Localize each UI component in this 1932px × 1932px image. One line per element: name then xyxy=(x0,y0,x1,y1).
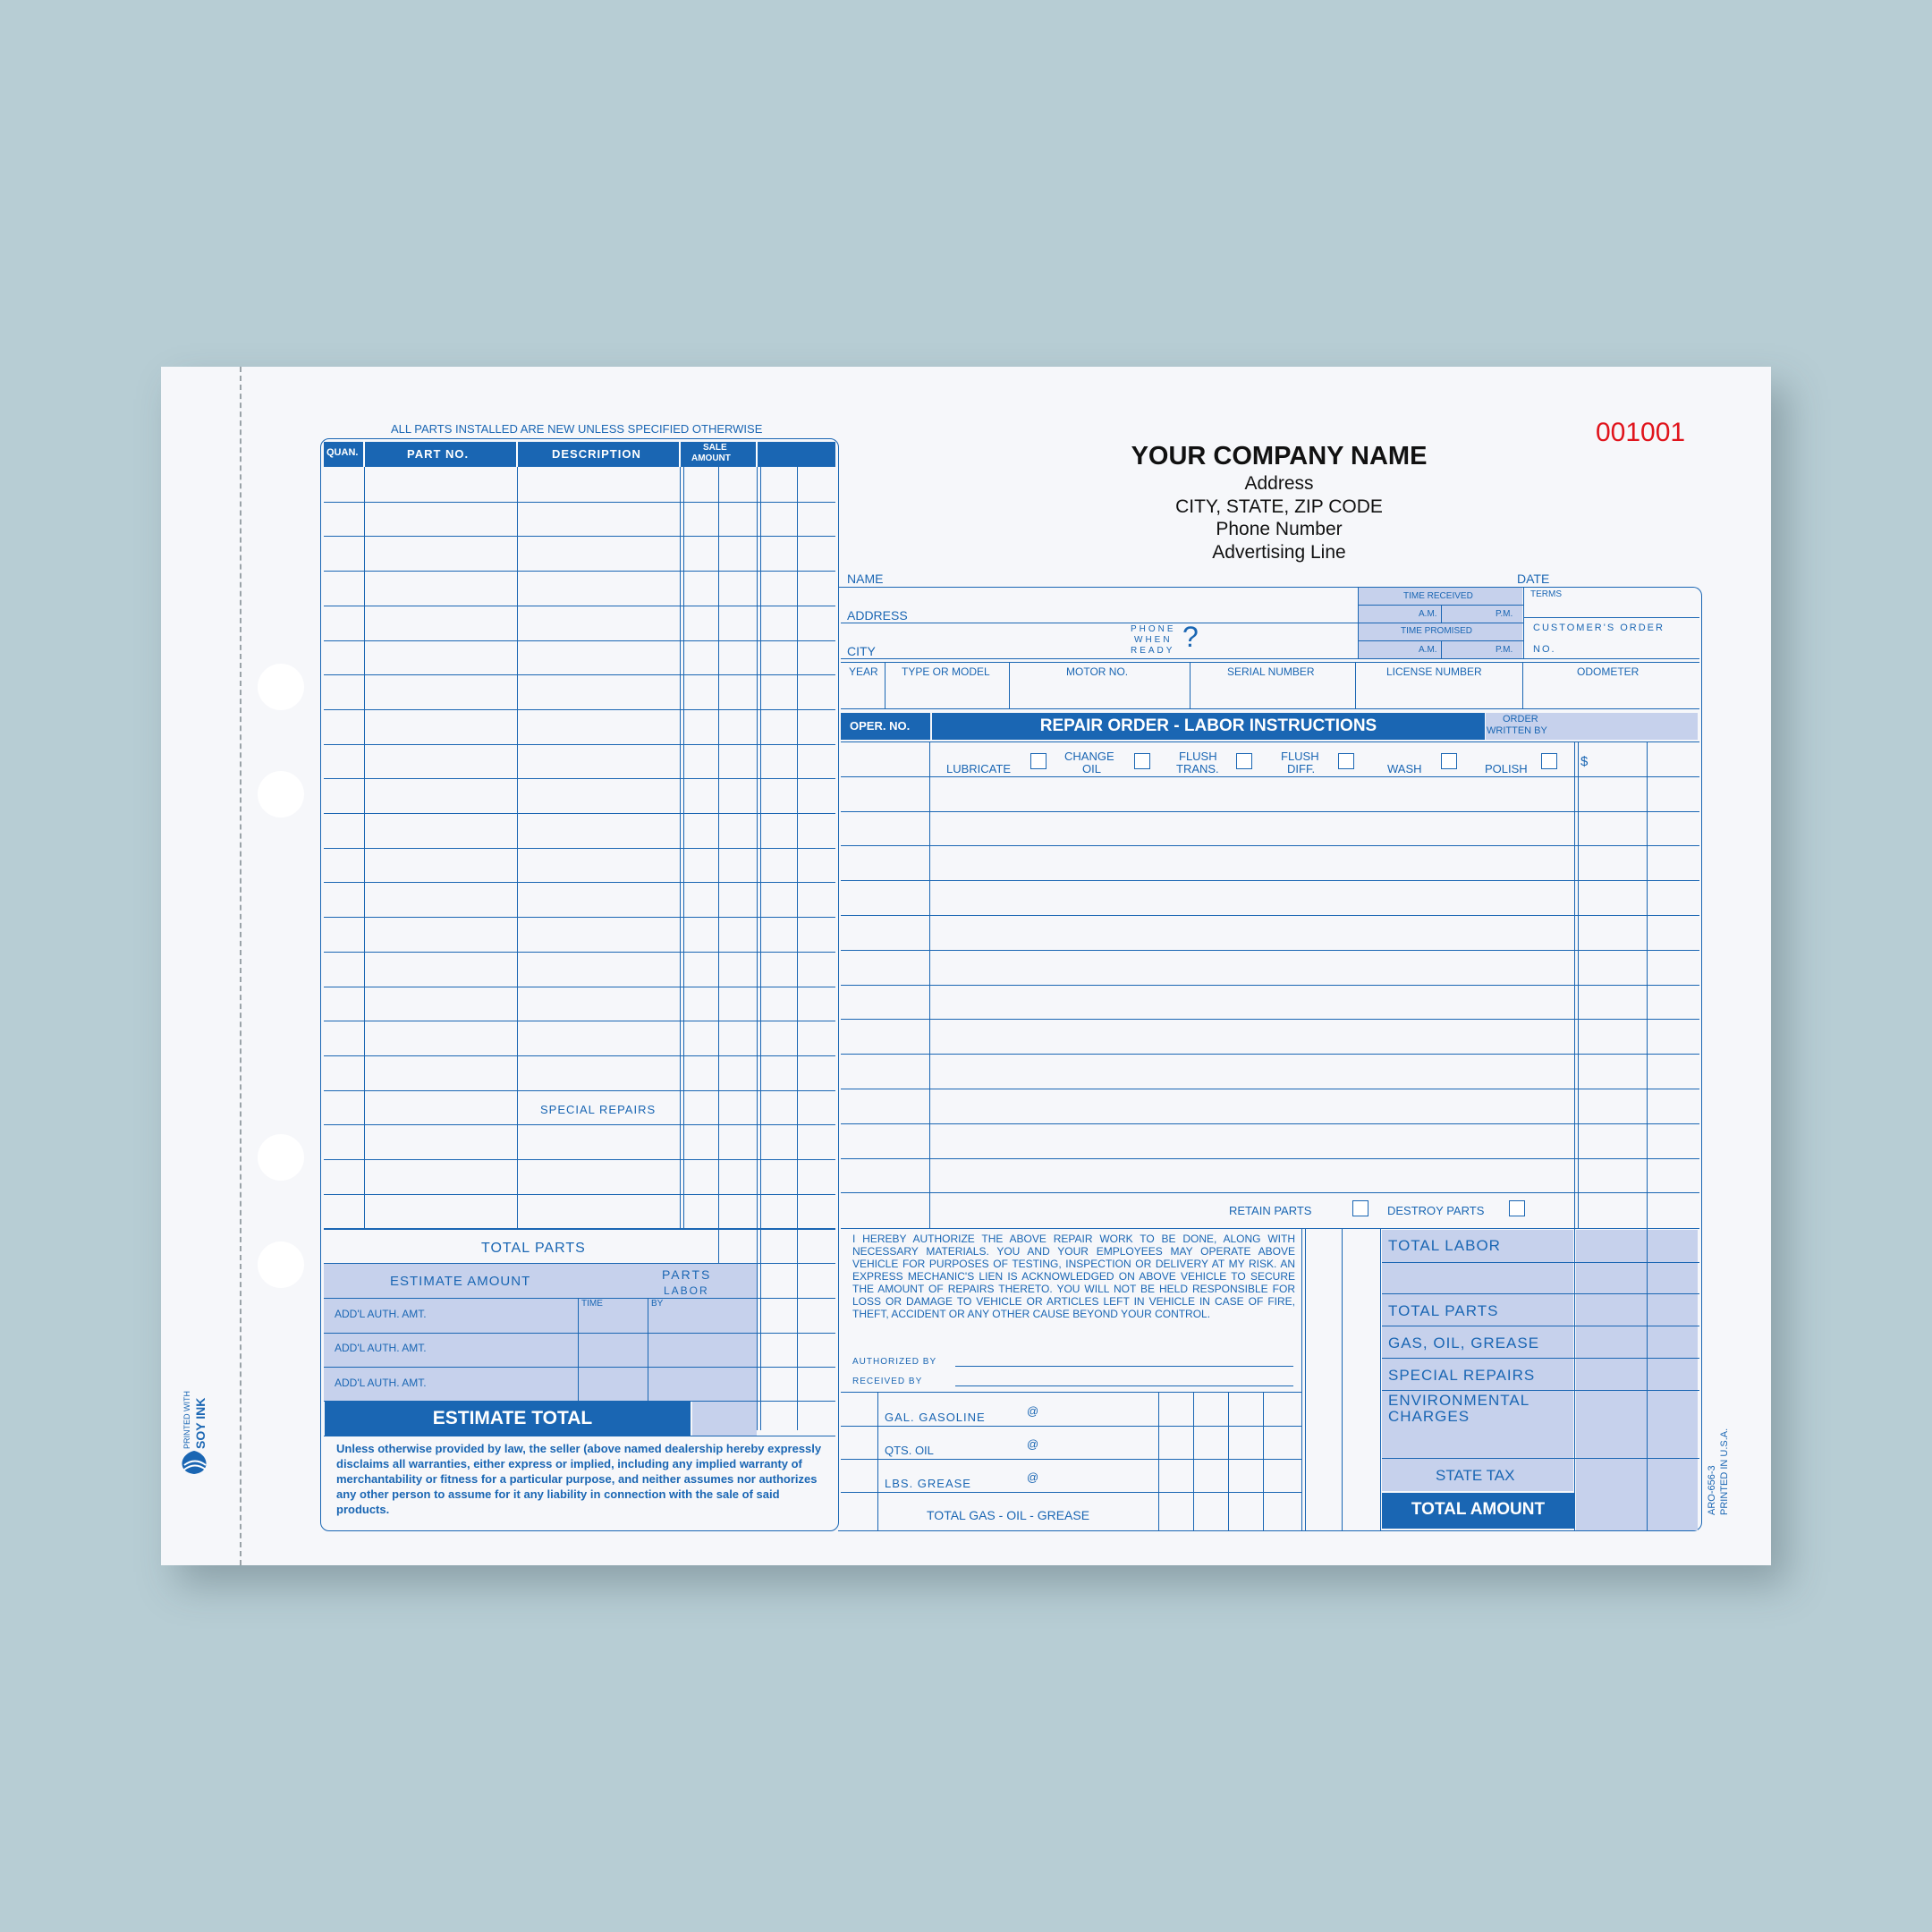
total-labor-label: TOTAL LABOR xyxy=(1388,1237,1501,1254)
authorization-text: I HEREBY AUTHORIZE THE ABOVE REPAIR WORK TO BE DONE, ALONG WITH NECESSARY MATERIALS. YOU AND YOUR EMPLOYEES MAY OPERATE ABOVE VEHICLE FOR PURPOSES OF TESTING, INSPECTION OR DELIVERY AT MY RISK. AN EXPRESS MECHANIC'S LIEN IS ACKNOWLEDGED ON ABOVE VEHICLE TO SECURE THE AMOUNT OF REPAIRS THERETO. YOU WILL NOT BE HELD RESPONSIBLE FOR LOSS OR DAMAGE TO VEHICLE OR ARTICLES LEFT IN VEHICLE IN CASE OF FIRE, THEFT, ACCIDENT OR ANY OTHER CAUSE BEYOND YOUR CONTROL. xyxy=(852,1233,1295,1320)
address-label: ADDRESS xyxy=(847,608,908,623)
wash-checkbox[interactable] xyxy=(1441,753,1457,769)
soy-ink-top: PRINTED WITH xyxy=(182,1391,191,1449)
company-address: Address xyxy=(1244,473,1314,494)
year-label: YEAR xyxy=(849,665,878,678)
total-parts-label: TOTAL PARTS xyxy=(481,1241,586,1256)
totals-amount-column xyxy=(1576,1230,1698,1530)
type-model-label: TYPE OR MODEL xyxy=(902,665,990,678)
ruled-line xyxy=(324,1090,835,1091)
ruled-line xyxy=(841,915,1699,916)
written-by-label: WRITTEN BY xyxy=(1487,725,1547,736)
form-number: 001001 xyxy=(1596,418,1686,447)
total-parts-right-label: TOTAL PARTS xyxy=(1388,1302,1499,1319)
gasoline-at: @ xyxy=(1027,1404,1039,1418)
special-repairs-parts: SPECIAL REPAIRS xyxy=(540,1103,657,1116)
ruled-line xyxy=(841,1192,1699,1193)
odometer-label: ODOMETER xyxy=(1577,665,1640,678)
ruled-line xyxy=(841,811,1699,812)
service-flush-trans-label: FLUSH xyxy=(1179,750,1217,763)
phone-label: PHONE xyxy=(1131,624,1176,634)
service-change-label: CHANGE xyxy=(1064,750,1114,763)
am-label: A.M. xyxy=(1419,609,1437,619)
state-tax-label: STATE TAX xyxy=(1436,1467,1515,1484)
received-by-label: RECEIVED BY xyxy=(852,1377,923,1386)
serial-number-label: SERIAL NUMBER xyxy=(1227,665,1315,678)
ruled-line xyxy=(324,536,835,537)
flush-trans-checkbox[interactable] xyxy=(1236,753,1252,769)
ruled-line xyxy=(324,1055,835,1056)
date-label: DATE xyxy=(1517,572,1550,586)
name-label: NAME xyxy=(847,572,884,586)
ruled-line xyxy=(324,778,835,779)
polish-checkbox[interactable] xyxy=(1541,753,1557,769)
sale-header: SALE xyxy=(703,443,727,453)
authorized-by-label: AUTHORIZED BY xyxy=(852,1357,937,1367)
labor-title: REPAIR ORDER - LABOR INSTRUCTIONS xyxy=(1039,716,1377,735)
pm-label: P.M. xyxy=(1496,609,1513,619)
ruled-line xyxy=(841,845,1699,846)
part-no-header: PART NO. xyxy=(407,447,470,461)
time-received-label: TIME RECEIVED xyxy=(1403,591,1473,601)
customers-order-no-label: NO. xyxy=(1533,644,1556,655)
grease-at: @ xyxy=(1027,1470,1039,1484)
license-number-label: LICENSE NUMBER xyxy=(1386,665,1482,678)
environmental-label: ENVIRONMENTAL xyxy=(1388,1392,1530,1409)
soy-ink-bottom: SOY INK xyxy=(193,1397,208,1449)
ruled-line xyxy=(841,1019,1699,1020)
parts-sub-label: PARTS xyxy=(662,1267,712,1282)
oper-no-label: OPER. NO. xyxy=(850,719,911,733)
punch-hole xyxy=(258,664,304,710)
soy-ink-logo xyxy=(172,1391,216,1476)
estimate-total-label: ESTIMATE TOTAL xyxy=(432,1408,593,1428)
motor-no-label: MOTOR NO. xyxy=(1066,665,1129,678)
gas-oil-grease-label: GAS, OIL, GREASE xyxy=(1388,1335,1540,1352)
service-lubricate-label: LUBRICATE xyxy=(946,762,1011,775)
pm-label-2: P.M. xyxy=(1496,645,1513,655)
total-amount-label: TOTAL AMOUNT xyxy=(1411,1500,1546,1519)
ruled-line xyxy=(1382,1293,1699,1294)
service-trans-label: TRANS. xyxy=(1176,762,1219,775)
service-oil-label: OIL xyxy=(1082,762,1101,775)
perforation-line xyxy=(240,367,242,1565)
amount-header: AMOUNT xyxy=(691,453,731,463)
punch-hole xyxy=(258,1134,304,1181)
oil-at: @ xyxy=(1027,1437,1039,1451)
ruled-line xyxy=(324,571,835,572)
ruled-line xyxy=(1382,1358,1699,1359)
quan-header: QUAN. xyxy=(326,447,359,458)
city-label: CITY xyxy=(847,644,876,658)
oil-label: QTS. OIL xyxy=(885,1444,934,1457)
customers-order-label: CUSTOMER'S ORDER xyxy=(1533,623,1665,633)
ruled-line xyxy=(841,776,1699,777)
change-oil-checkbox[interactable] xyxy=(1134,753,1150,769)
ruled-line xyxy=(1382,1458,1699,1459)
parts-note: ALL PARTS INSTALLED ARE NEW UNLESS SPECIFIED OTHERWISE xyxy=(391,422,763,436)
ruled-line xyxy=(324,1124,835,1125)
service-polish-label: POLISH xyxy=(1485,762,1528,775)
ruled-line xyxy=(841,1158,1699,1159)
ruled-line xyxy=(324,709,835,710)
company-phone: Phone Number xyxy=(1216,519,1343,539)
company-advertising: Advertising Line xyxy=(1212,542,1346,563)
ruled-line xyxy=(1382,1262,1699,1263)
destroy-parts-checkbox[interactable] xyxy=(1509,1200,1525,1216)
side-printed: PRINTED IN U.S.A. xyxy=(1719,1428,1730,1515)
service-diff-label: DIFF. xyxy=(1287,762,1316,775)
ruled-line xyxy=(841,1054,1699,1055)
when-label: WHEN xyxy=(1134,635,1173,645)
punch-hole xyxy=(258,1241,304,1288)
gasoline-label: GAL. GASOLINE xyxy=(885,1411,986,1424)
labor-sub-label: LABOR xyxy=(664,1284,709,1297)
disclaimer: Unless otherwise provided by law, the seller (above named dealership hereby expressly disclaims all warranties, either express or implied, including any implied warranty of merchantability or fitness for a particular purpose, and neither assumes nor authorizes any other person to assume for it any liability in connection with the sale of said products. xyxy=(336,1442,822,1516)
ruled-line xyxy=(324,813,835,814)
company-city: CITY, STATE, ZIP CODE xyxy=(1175,496,1383,517)
charges-label: CHARGES xyxy=(1388,1408,1470,1425)
order-label: ORDER xyxy=(1503,714,1538,724)
ruled-line xyxy=(324,674,835,675)
ruled-line xyxy=(324,952,835,953)
retain-parts-label: RETAIN PARTS xyxy=(1229,1204,1312,1217)
flush-diff-checkbox[interactable] xyxy=(1338,753,1354,769)
lubricate-checkbox[interactable] xyxy=(1030,753,1046,769)
am-label-2: A.M. xyxy=(1419,645,1437,655)
side-code: ARO-656-3 xyxy=(1707,1465,1717,1515)
ruled-line xyxy=(324,502,835,503)
addl-auth-2: ADD'L AUTH. AMT. xyxy=(335,1342,427,1354)
special-repairs-right-label: SPECIAL REPAIRS xyxy=(1388,1367,1536,1384)
ruled-line xyxy=(324,882,835,883)
totals-label-column xyxy=(1382,1230,1573,1491)
terms-label: TERMS xyxy=(1530,589,1562,599)
ruled-line xyxy=(841,950,1699,951)
ruled-line xyxy=(841,880,1699,881)
phone-question-mark: ? xyxy=(1182,621,1199,653)
punch-hole xyxy=(258,771,304,818)
dollar-sign: $ xyxy=(1580,754,1589,769)
time-promised-label: TIME PROMISED xyxy=(1401,626,1473,636)
ruled-line xyxy=(1382,1390,1699,1391)
estimate-amount-label: ESTIMATE AMOUNT xyxy=(390,1274,531,1289)
time-label: TIME xyxy=(581,1299,603,1309)
by-label: BY xyxy=(651,1299,664,1309)
grease-label: LBS. GREASE xyxy=(885,1477,971,1490)
retain-parts-checkbox[interactable] xyxy=(1352,1200,1368,1216)
addl-auth-1: ADD'L AUTH. AMT. xyxy=(335,1308,427,1320)
ruled-line xyxy=(841,1123,1699,1124)
addl-auth-3: ADD'L AUTH. AMT. xyxy=(335,1377,427,1389)
ruled-line xyxy=(324,1159,835,1160)
total-gas-oil-grease-label: TOTAL GAS - OIL - GREASE xyxy=(927,1508,1090,1522)
ruled-line xyxy=(324,848,835,849)
ready-label: READY xyxy=(1131,646,1175,656)
destroy-parts-label: DESTROY PARTS xyxy=(1387,1204,1485,1217)
service-flush-diff-label: FLUSH xyxy=(1281,750,1319,763)
description-header: DESCRIPTION xyxy=(552,447,641,461)
ruled-line xyxy=(841,985,1699,986)
ruled-line xyxy=(324,917,835,918)
ruled-line xyxy=(324,640,835,641)
ruled-line xyxy=(324,1194,835,1195)
company-name: YOUR COMPANY NAME xyxy=(1131,442,1428,470)
service-wash-label: WASH xyxy=(1387,762,1422,775)
ruled-line xyxy=(324,744,835,745)
